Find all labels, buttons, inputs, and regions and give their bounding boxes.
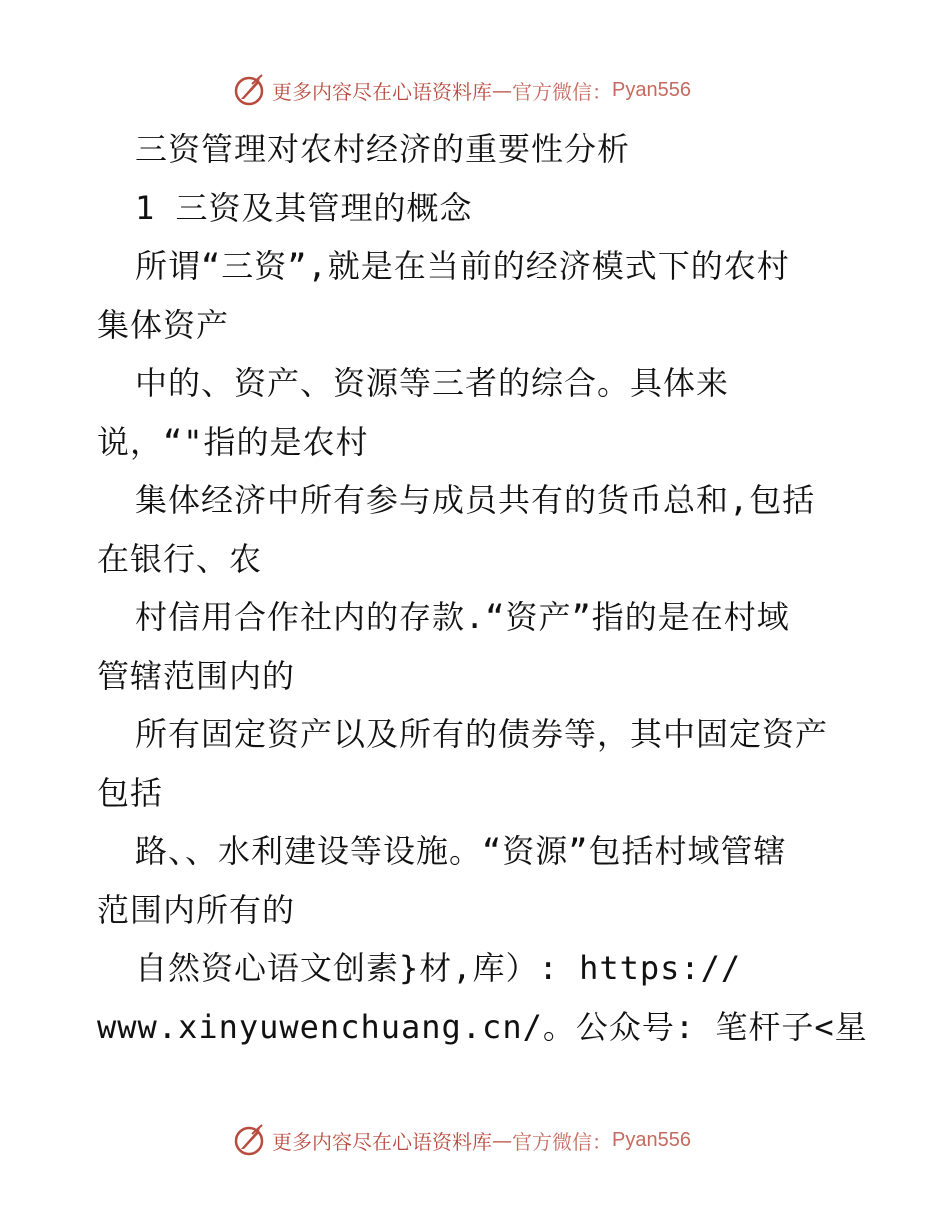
- banner-slogan: 更多内容尽在心语资料库: [272, 79, 492, 104]
- paragraph-line: 集体资产: [97, 305, 230, 344]
- paragraph-line: 村信用合作社内的存款.“资产”指的是在村域: [135, 598, 790, 636]
- paragraph-line: 路、、水利建设等设施。“资源”包括村域管辖: [135, 832, 787, 870]
- paragraph-line: 自然资心语文创素}材,库）: https://: [135, 949, 742, 987]
- quill-logo-icon: [232, 1122, 268, 1158]
- paragraph-line: 所有固定资产以及所有的债券等，其中固定资产: [135, 715, 829, 753]
- paragraph-line: 说，“"指的是农村: [97, 422, 369, 461]
- paragraph-line: 在银行、农: [97, 539, 263, 578]
- document-body: [97, 120, 868, 1056]
- banner-dash: —: [492, 1128, 512, 1152]
- banner-wechat-id: Pyan556: [612, 78, 691, 101]
- paragraph-line: www.xinyuwenchuang.cn/。公众号: 笔杆子<星: [97, 1007, 868, 1046]
- footer-watermark-banner: [232, 1120, 691, 1160]
- banner-slogan: 更多内容尽在心语资料库: [272, 1129, 492, 1154]
- paragraph-line: 集体经济中所有参与成员共有的货币总和,包括: [135, 481, 816, 519]
- header-watermark-banner: [232, 70, 691, 110]
- paragraph-line: 中的、资产、资源等三者的综合。具体来: [135, 364, 730, 402]
- banner-wechat-label: 官方微信：: [512, 1129, 612, 1154]
- banner-dash: —: [492, 78, 512, 102]
- paragraph-line: 管辖范围内的: [97, 656, 296, 695]
- section-heading: 1 三资及其管理的概念: [135, 188, 473, 227]
- banner-wechat-id: Pyan556: [612, 1128, 691, 1151]
- banner-wechat-label: 官方微信：: [512, 79, 612, 104]
- document-title: 三资管理对农村经济的重要性分析: [135, 130, 631, 168]
- paragraph-line: 范围内所有的: [97, 890, 296, 929]
- paragraph-line: 包括: [97, 773, 164, 812]
- paragraph-line: 所谓“三资”,就是在当前的经济模式下的农村: [135, 247, 790, 285]
- quill-logo-icon: [232, 72, 268, 108]
